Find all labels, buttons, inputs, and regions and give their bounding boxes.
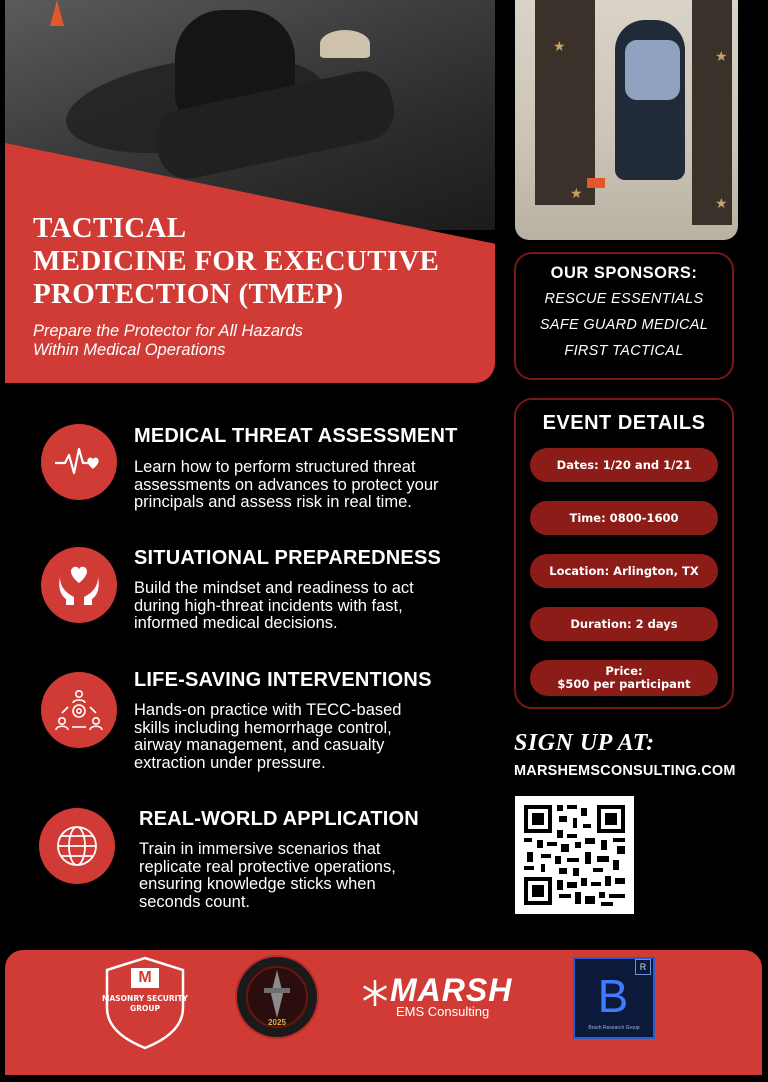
event-duration: Duration: 2 days — [530, 607, 718, 641]
team-gear-icon — [41, 672, 117, 748]
event-details-box — [514, 398, 734, 709]
hands-heart-icon — [41, 547, 117, 623]
event-location: Location: Arlington, TX — [530, 554, 718, 588]
hero-photo-drag-drill: ★ ★ ★ ★ — [515, 0, 738, 240]
brash-research-logo: R B Brash Research Group — [573, 957, 655, 1039]
event-price: Price: $500 per participant — [530, 660, 718, 696]
feature-heading-threat: MEDICAL THREAT ASSESSMENT — [134, 425, 458, 447]
page-title: TACTICAL MEDICINE FOR EXECUTIVE PROTECTION (TMEP) — [33, 212, 440, 310]
round-badge-logo: 2025 — [234, 954, 320, 1040]
sponsor-item: SAFE GUARD MEDICAL — [539, 317, 709, 333]
feature-body-interventions: Hands-on practice with TECC-based skills including hemorrhage control, airway management, and casualty extraction under pressure. — [134, 701, 402, 772]
masonry-security-logo: M MASONRY SECURITY GROUP — [101, 956, 189, 1050]
feature-heading-preparedness: SITUATIONAL PREPAREDNESS — [134, 547, 442, 569]
sponsors-heading: OUR SPONSORS: — [550, 264, 698, 282]
page-subtitle: Prepare the Protector for All Hazards Within Medical Operations — [33, 322, 303, 359]
feature-body-threat: Learn how to perform structured threat assessments on advances to protect your principals and assess risk in real time. — [134, 458, 439, 511]
marsh-ems-logo: MARSH EMS Consulting — [360, 972, 540, 1024]
event-heading: EVENT DETAILS — [542, 412, 706, 434]
globe-icon — [39, 808, 115, 884]
sponsor-item: RESCUE ESSENTIALS — [544, 291, 704, 307]
feature-heading-interventions: LIFE-SAVING INTERVENTIONS — [134, 669, 432, 691]
signup-heading: SIGN UP AT: — [514, 730, 655, 756]
signup-url[interactable]: MARSHEMSCONSULTING.COM — [514, 763, 736, 779]
sponsors-box — [514, 252, 734, 380]
event-time: Time: 0800-1600 — [530, 501, 718, 535]
sponsor-item: FIRST TACTICAL — [564, 343, 684, 359]
heartbeat-icon — [41, 424, 117, 500]
feature-body-preparedness: Build the mindset and readiness to act during high-threat incidents with fast, informed medical decisions. — [134, 579, 414, 632]
feature-body-application: Train in immersive scenarios that replicate real protective operations, ensuring knowledge sticks when seconds count. — [139, 840, 396, 911]
feature-heading-application: REAL-WORLD APPLICATION — [139, 808, 419, 830]
event-dates: Dates: 1/20 and 1/21 — [530, 448, 718, 482]
qr-code[interactable] — [515, 796, 634, 914]
